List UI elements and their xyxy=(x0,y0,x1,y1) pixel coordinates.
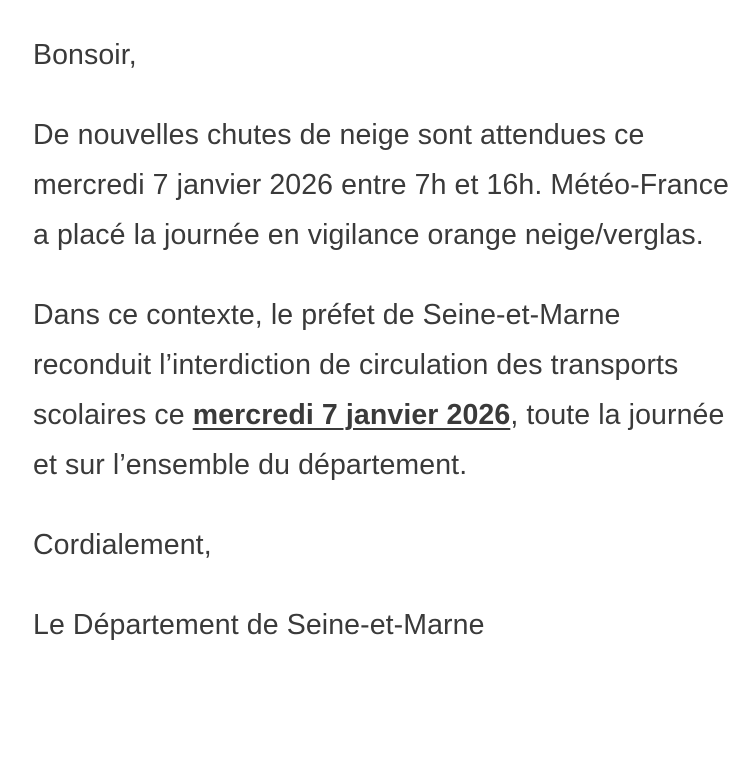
email-paragraph-announcement xyxy=(33,290,733,490)
email-greeting: Bonsoir, xyxy=(33,39,137,71)
announcement-text-after: , toute la journée et sur l’ensemble du département. xyxy=(33,399,725,481)
email-body xyxy=(33,30,733,650)
date-link[interactable]: mercredi 7 janvier 2026 xyxy=(192,399,511,431)
email-signature: Le Département de Seine-et-Marne xyxy=(33,609,485,641)
email-paragraph-forecast: De nouvelles chutes de neige sont attendues ce mercredi 7 janvier 2026 entre 7h et 16h. Météo-France a placé la journée en vigilance orange neige/verglas. xyxy=(33,119,730,251)
announcement-text-before: Dans ce contexte, le préfet de Seine-et-Marne reconduit l’interdiction de circulation des transports scolaires ce xyxy=(33,299,679,431)
email-closing: Cordialement, xyxy=(33,529,212,561)
